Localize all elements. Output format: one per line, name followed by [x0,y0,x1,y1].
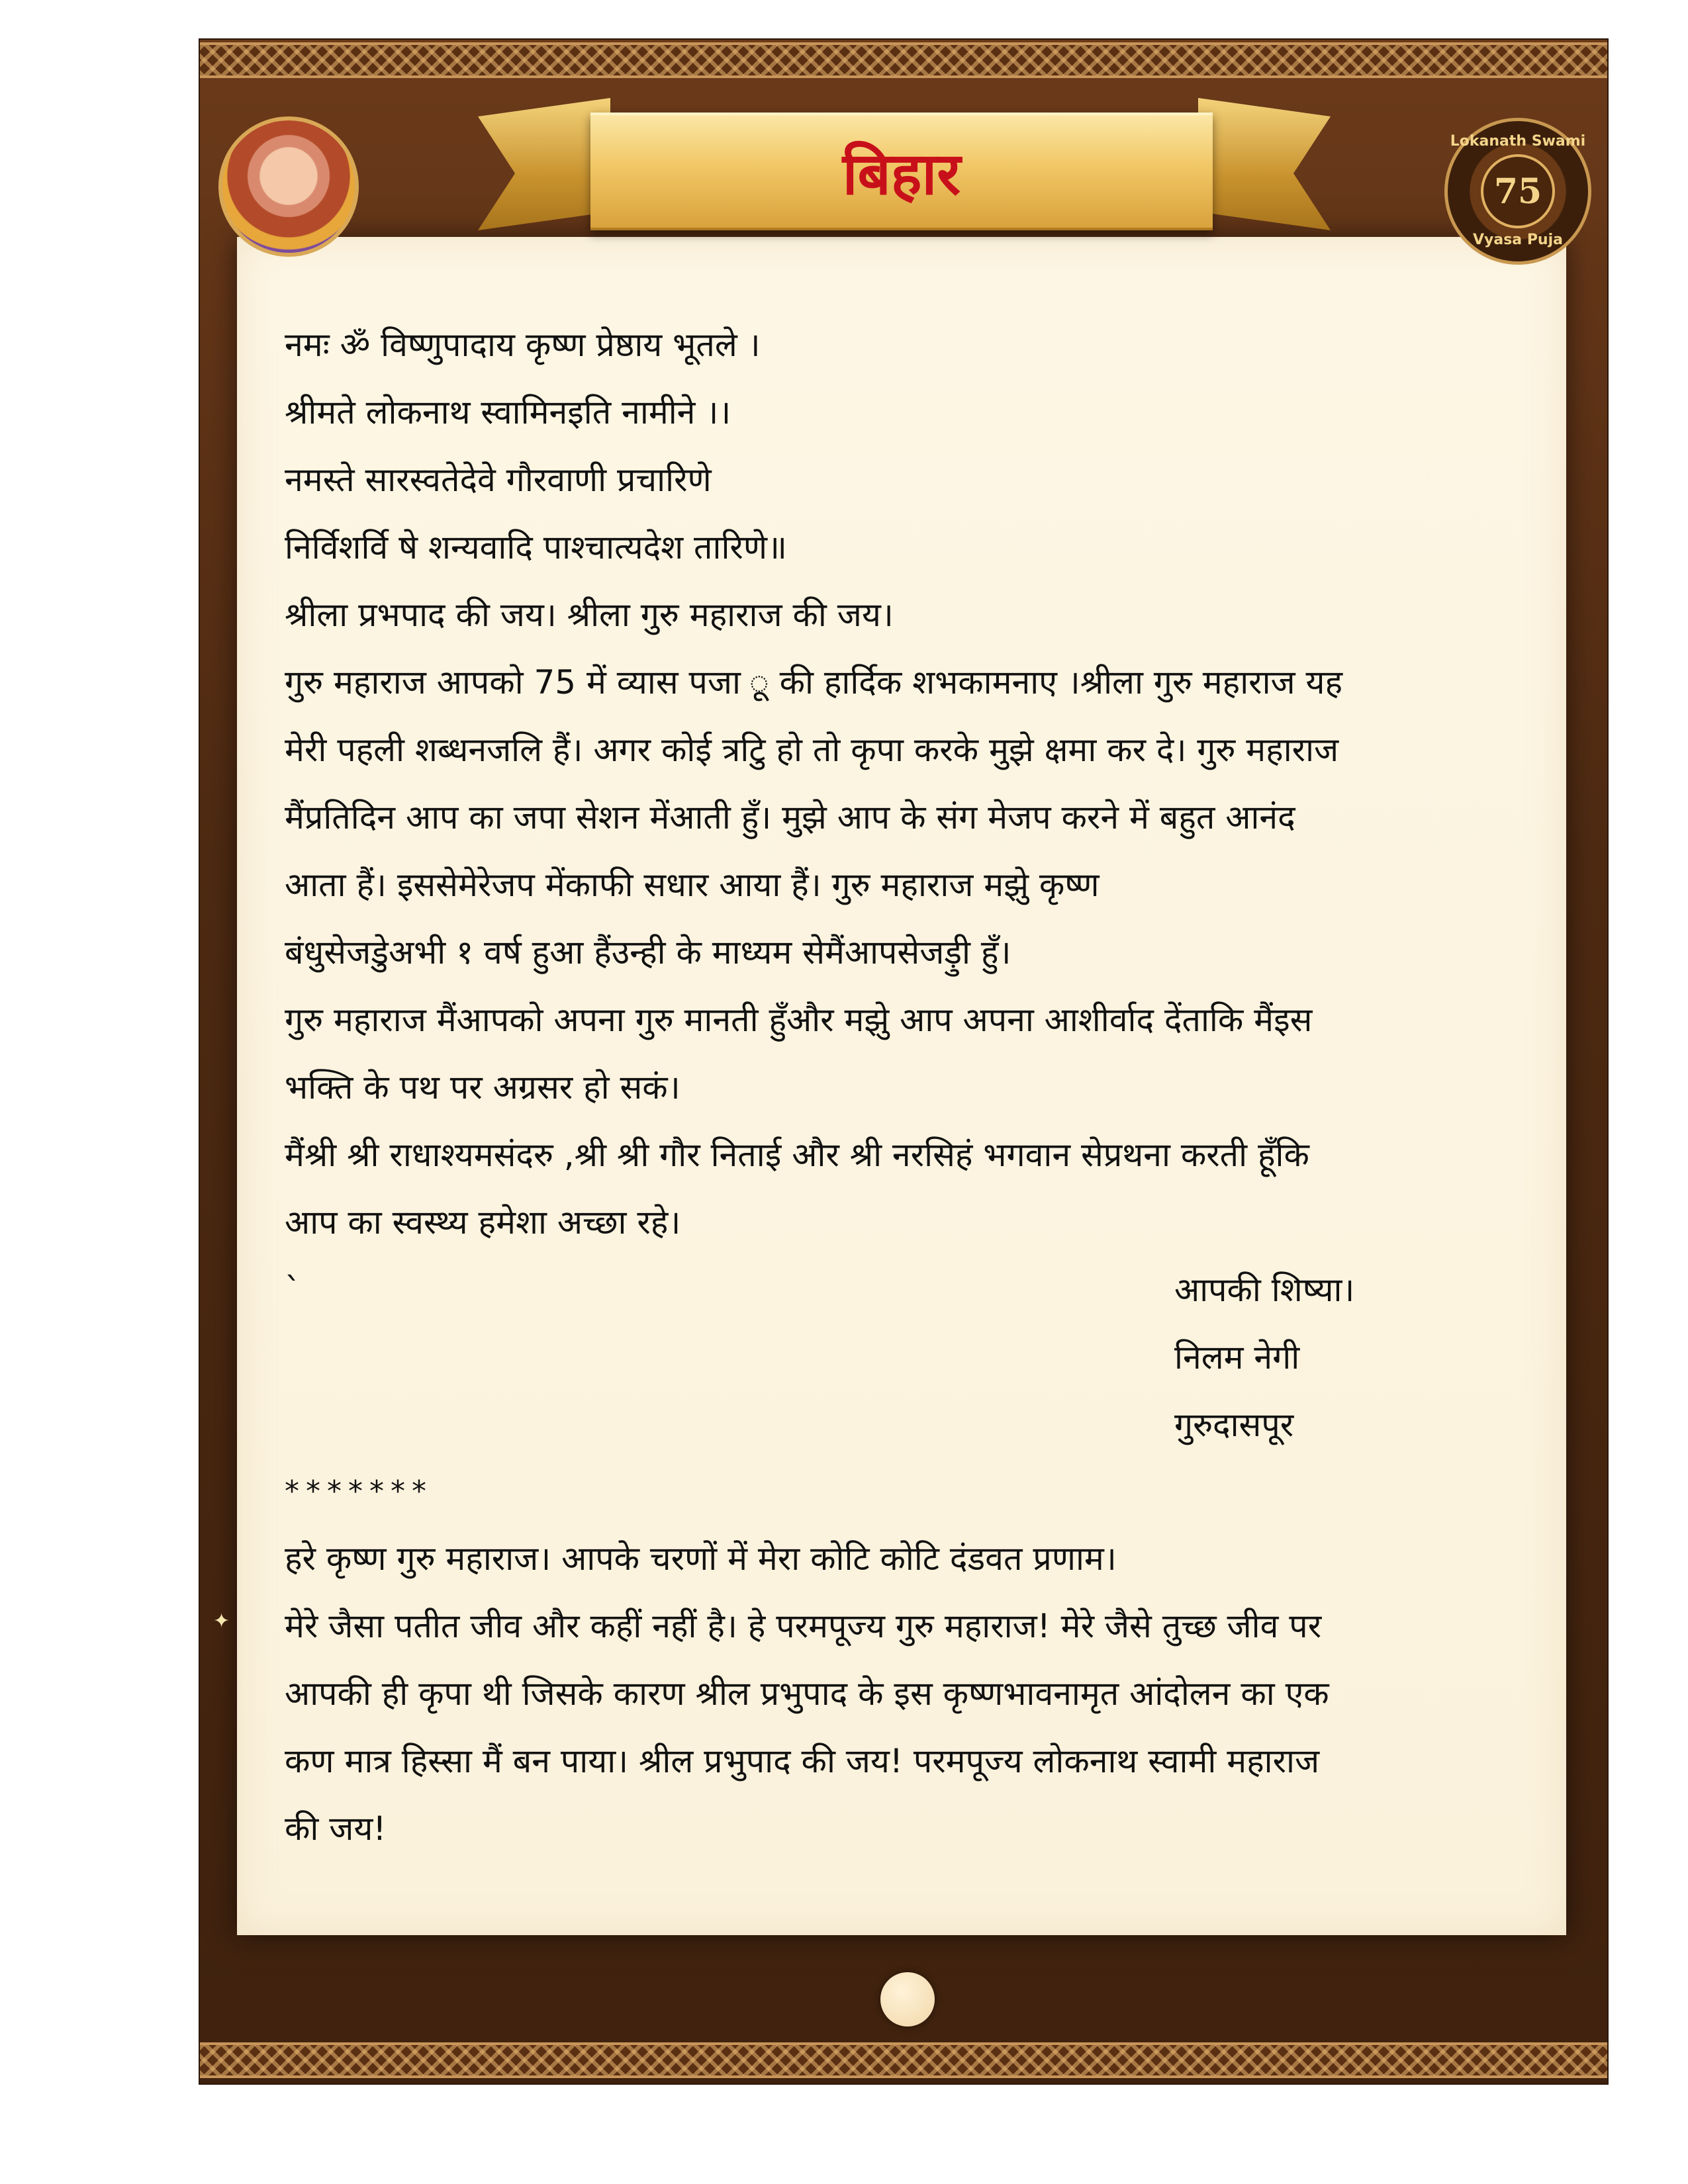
letter-line: आता हैं। इससेमेरेजप मेंकाफी सधार आया हैं। गुरु महाराज मझुे कृष्ण [285,866,1100,904]
letter-line: भक्ति के पथ पर अग्रसर हो सकं। [285,1068,680,1107]
letter-line: बंधुसेजडेुअभी १ वर्ष हुआ हैंउन्ही के माध्यम सेमैंआपसेजड़ुी हुँ। [285,933,1011,972]
signature-block [285,1256,1489,1459]
author-name: निलम नेगी [1174,1338,1300,1377]
letter-line: आपकी ही कृपा थी जिसके कारण श्रील प्रभुपाद के इस कृष्णभावनामृत आंदोलन का एक [285,1674,1329,1713]
letter-one [285,311,1489,1459]
letter-line: नमः ॐ विष्णुपादाय कृष्ण प्रेष्ठाय भूतले । [285,326,761,364]
vyasa-puja-seal [1444,118,1591,265]
letter-line: नमस्ते सारस्वतेदेवे गौरवाणी प्रचारिणे [285,461,712,499]
letter-line: की जय! [285,1809,387,1848]
letter-line: आप का स्वस्थ्य हमेशा अच्छा रहे। [285,1203,681,1242]
title-banner [590,113,1213,230]
letter-line: मैंश्री श्री राधाश्यमसंदरु ,श्री श्री गौर निताई और श्री नरसिहं भगवान सेप्रथना करती हूँकि [285,1136,1309,1174]
ribbon-tail-right [1198,98,1331,230]
letter-line: श्रीला प्रभपाद की जय। श्रीला गुरु महाराज की जय। [285,596,894,634]
seal-bottom-text: Vyasa Puja [1473,232,1563,248]
letter-line: निर्विशर्वि षे शन्यवादि पाश्चात्यदेश तारिणे॥ [285,528,787,567]
tick-mark: ` [285,1271,301,1309]
seal-badge [1481,154,1555,228]
letter-line: गुरु महाराज मैंआपको अपना गुरु मानती हुँऔर मझुे आप अपना आशीर्वाद देंताकि मैंइस [285,1001,1313,1039]
letter-line: कण मात्र हिस्सा मैं बन पाया। श्रील प्रभुपाद की जय! परमपूज्य लोकनाथ स्वामी महाराज [285,1742,1320,1780]
letter-line: श्रीमते लोकनाथ स्वामिनइति नामीने ।। [285,393,731,432]
author-place: गुरुदासपूर [1174,1406,1294,1444]
letter-line: गुरु महाराज आपको 75 में व्यास पजा ू की हार्दिक शभकामनाए ।श्रीला गुरु महाराज यह [285,663,1343,702]
sparkle-icon: ✦ [213,1610,230,1633]
seal-number: 75 [1493,171,1542,212]
separator: ******* [285,1475,433,1508]
ornamental-border-bottom [200,2042,1607,2078]
guru-portrait [218,116,359,257]
ornamental-border-top [200,42,1607,78]
letter-line: हरे कृष्ण गुरु महाराज। आपके चरणों में मेरा कोटि कोटि दंडवत प्रणाम। [285,1539,1117,1578]
letter-two [285,1525,1489,1862]
page-title: बिहार [842,140,961,208]
letter-line: मेरी पहली शब्धनजलि हैं। अगर कोई त्रटिु हो तो कृपा करके मुझे क्षमा कर दे। गुरु महाराज [285,731,1339,769]
letter-line: मेरे जैसा पतीत जीव और कहीं नहीं है। हे परमपूज्य गुरु महाराज! मेरे जैसे तुच्छ जीव पर [285,1607,1322,1645]
scroll-knob [880,1972,935,2026]
letter-content [285,311,1489,1862]
letter-line: मैंप्रतिदिन आप का जपा सेशन मेंआती हुँ। मुझे आप के संग मेजप करने में बहुत आनंद [285,798,1295,837]
signoff-text: आपकी शिष्या। [1174,1271,1355,1309]
seal-top-text: Lokanath Swami [1450,133,1586,150]
